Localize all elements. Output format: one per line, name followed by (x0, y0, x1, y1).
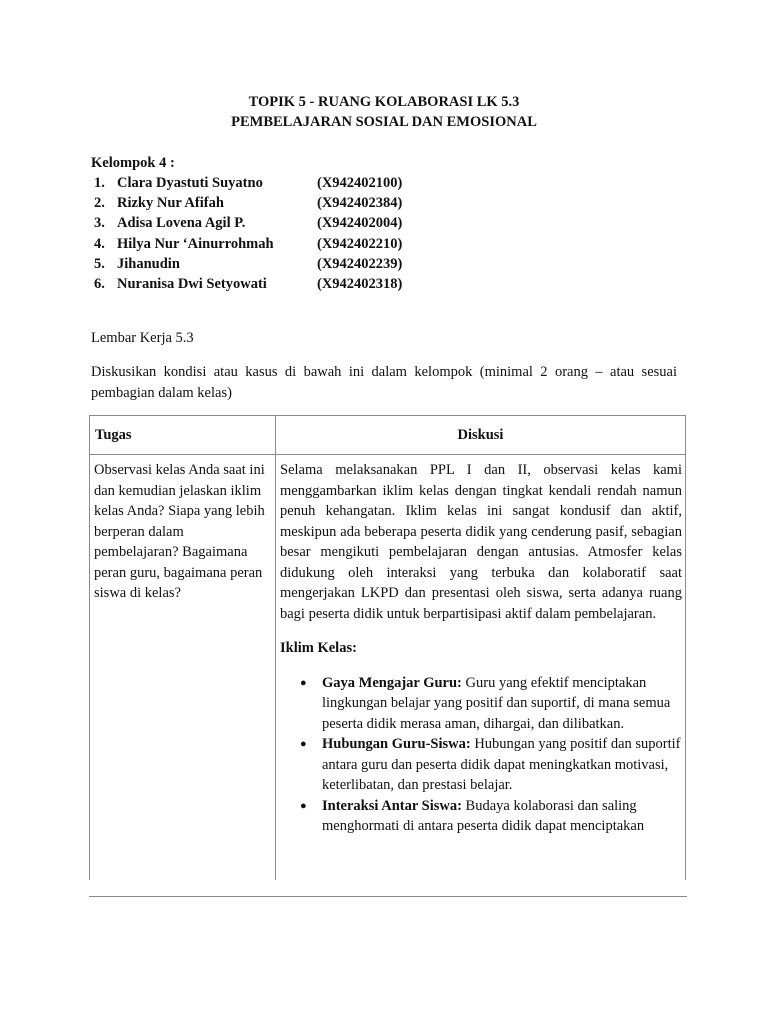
member-number: 4. (94, 235, 105, 252)
discussion-table (89, 415, 686, 880)
list-item-text: Hubungan yang positif dan suportif antara guru dan peserta didik dapat meningkatkan motivasi, keterlibatan, dan prestasi belajar. (322, 736, 681, 793)
member-id: (X942402239) (317, 255, 403, 272)
member-id: (X942402210) (317, 235, 403, 252)
worksheet-title: Lembar Kerja 5.3 (91, 330, 194, 346)
task-cell (90, 455, 276, 881)
discussion-cell (276, 455, 686, 881)
member-number: 6. (94, 275, 105, 292)
table-header-row (90, 416, 686, 455)
member-number: 1. (94, 175, 105, 191)
list-item-text: Guru yang efektif menciptakan lingkungan belajar yang positif dan suportif, di mana semua peserta didik merasa aman, dihargai, dan dilibatkan. (322, 674, 671, 732)
list-item (322, 673, 682, 735)
discussion-paragraph: Selama melaksanakan PPL I dan II, observasi kelas kami menggambarkan iklim kelas dengan tingkat kendali rendah namun penuh kehangatan. Iklim kelas ini sangat kondusif dan aktif, meskipun ada beberapa peserta didik yang cenderung pasif, sebagian besar mengikuti pembelajaran dengan antusias. Atmosfer kelas didukung oleh interaksi yang terbuka dan kolaboratif saat mengerjakan LKPD dan presentasi oleh siswa, serta adanya ruang bagi peserta didik untuk berpartisipasi aktif dalam pembelajaran. (280, 462, 682, 622)
list-item (322, 734, 682, 796)
member-number: 5. (94, 255, 105, 272)
header-discussion: Diskusi (276, 416, 686, 455)
task-text: Observasi kelas Anda saat ini dan kemudian jelaskan iklim kelas Anda? Siapa yang lebih berperan dalam pembelajaran? Bagaimana peran guru, bagaimana peran siswa di kelas? (94, 462, 265, 601)
list-item-term: Hubungan Guru-Siswa: (322, 736, 471, 752)
member-name: Jihanudin (117, 255, 180, 272)
list-item-term: Gaya Mengajar Guru: (322, 674, 462, 691)
list-item-text: Budaya kolaborasi dan saling menghormati di antara peserta didik dapat menciptakan (322, 797, 645, 834)
table-row (90, 455, 686, 881)
member-id: (X942402318) (317, 275, 403, 292)
member-id: (X942402100) (317, 175, 403, 191)
member-name: Rizky Nur Afifah (117, 195, 224, 212)
member-id: (X942402384) (317, 195, 403, 212)
climate-list (280, 673, 682, 837)
group-label: Kelompok 4 : (91, 155, 175, 171)
document-title-line-1: TOPIK 5 - RUANG KOLABORASI LK 5.3 (248, 94, 520, 110)
member-number: 3. (94, 215, 105, 232)
document-title-line-2: PEMBELAJARAN SOSIAL DAN EMOSIONAL (231, 114, 537, 130)
climate-heading: Iklim Kelas: (280, 640, 357, 656)
worksheet-intro: Diskusikan kondisi atau kasus di bawah ini dalam kelompok (minimal 2 orang – atau sesuai pembagian dalam kelas) (91, 364, 677, 401)
table-bottom-border (89, 896, 687, 897)
member-name: Clara Dyastuti Suyatno (117, 175, 263, 191)
list-item-term: Interaksi Antar Siswa: (322, 797, 462, 814)
list-item (322, 796, 682, 837)
member-name: Adisa Lovena Agil P. (117, 215, 246, 232)
member-number: 2. (94, 195, 105, 212)
header-task: Tugas (90, 416, 276, 455)
member-name: Hilya Nur ‘Ainurrohmah (117, 235, 274, 252)
member-id: (X942402004) (317, 215, 403, 232)
member-name: Nuranisa Dwi Setyowati (117, 275, 267, 292)
